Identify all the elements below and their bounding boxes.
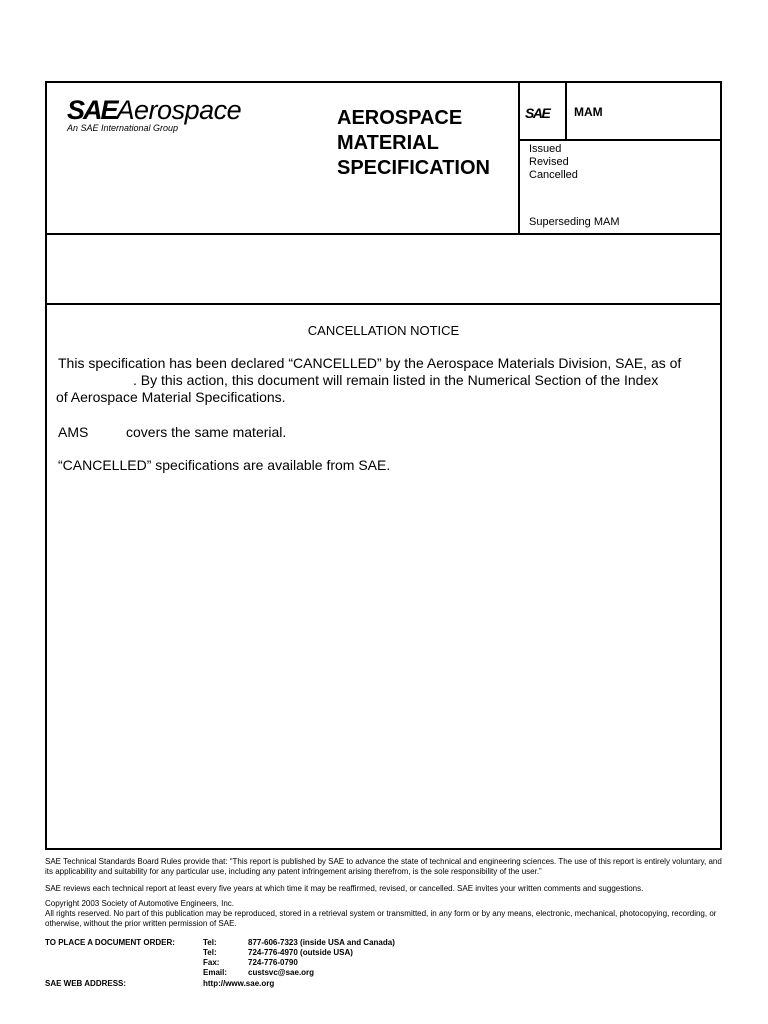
title-line-2: MATERIAL bbox=[337, 132, 439, 154]
para1-line2: . By this action, this document will remain listed in the Numerical Section of the Index bbox=[133, 372, 659, 388]
document-title bbox=[337, 106, 490, 181]
logo-sae-text: SAE bbox=[67, 95, 117, 125]
para1-line1: This specification has been declared “CANCELLED” by the Aerospace Materials Division, SAE, as of bbox=[58, 355, 682, 371]
title-line-3: SPECIFICATION bbox=[337, 157, 490, 179]
contact-label-tel-2: Tel: bbox=[203, 948, 217, 957]
info-box-border bbox=[518, 83, 520, 235]
footer-copyright: Copyright 2003 Society of Automotive Engineers, Inc. bbox=[45, 899, 234, 908]
order-label: TO PLACE A DOCUMENT ORDER: bbox=[45, 938, 175, 947]
para2-ams: AMS bbox=[58, 424, 89, 440]
document-frame bbox=[45, 81, 722, 850]
para1-line3: of Aerospace Material Specifications. bbox=[56, 389, 286, 405]
title-line-1: AEROSPACE bbox=[337, 107, 463, 129]
doc-number-divider bbox=[565, 83, 567, 141]
contact-label-email: Email: bbox=[203, 968, 228, 977]
web-address-link[interactable]: http://www.sae.org bbox=[203, 979, 275, 988]
status-cancelled: Cancelled bbox=[529, 169, 578, 181]
subheader-divider bbox=[47, 303, 720, 305]
para2-text: covers the same material. bbox=[126, 424, 287, 440]
sae-aerospace-logo bbox=[67, 95, 241, 133]
contact-label-tel: Tel: bbox=[203, 938, 217, 947]
info-box-divider bbox=[518, 139, 720, 141]
contact-value-tel-inside: 877-606-7323 (inside USA and Canada) bbox=[248, 938, 395, 947]
logo-aerospace-text: Aerospace bbox=[116, 95, 242, 125]
contact-value-tel-outside: 724-776-4970 (outside USA) bbox=[248, 948, 353, 957]
web-label: SAE WEB ADDRESS: bbox=[45, 979, 127, 988]
sae-small-logo: SAE bbox=[525, 105, 550, 121]
contact-value-fax: 724-776-0790 bbox=[248, 958, 298, 967]
footer-rules: SAE Technical Standards Board Rules provide that: “This report is published by SAE to advance the state of technical and engineering sciences. The use of this report is entirely voluntary, and its applicability and suitability for any particular use, including any patent infringement arising therefrom, is the sole responsibility of the user.” bbox=[45, 857, 722, 876]
superseding-label: Superseding MAM bbox=[529, 216, 620, 228]
footer-rights: All rights reserved. No part of this publication may be reproduced, stored in a retrieval system or transmitted, in any form or by any means, electronic, mechanical, photocopying, recording, or otherwise, without the prior written permission of SAE. bbox=[45, 909, 717, 928]
status-block bbox=[529, 143, 578, 182]
para3-text: “CANCELLED” specifications are available from SAE. bbox=[58, 457, 391, 473]
contact-label-fax: Fax: bbox=[203, 958, 220, 967]
status-revised: Revised bbox=[529, 156, 569, 168]
status-issued: Issued bbox=[529, 143, 562, 155]
logo-tagline: An SAE International Group bbox=[67, 123, 179, 133]
document-number: MAM bbox=[574, 105, 603, 119]
footer-review: SAE reviews each technical report at least every five years at which time it may be reaffirmed, revised, or cancelled. SAE invites your written comments and suggestions. bbox=[45, 884, 644, 893]
header-divider bbox=[47, 233, 720, 235]
contact-value-email[interactable]: custsvc@sae.org bbox=[248, 968, 315, 977]
notice-title: CANCELLATION NOTICE bbox=[307, 323, 460, 338]
